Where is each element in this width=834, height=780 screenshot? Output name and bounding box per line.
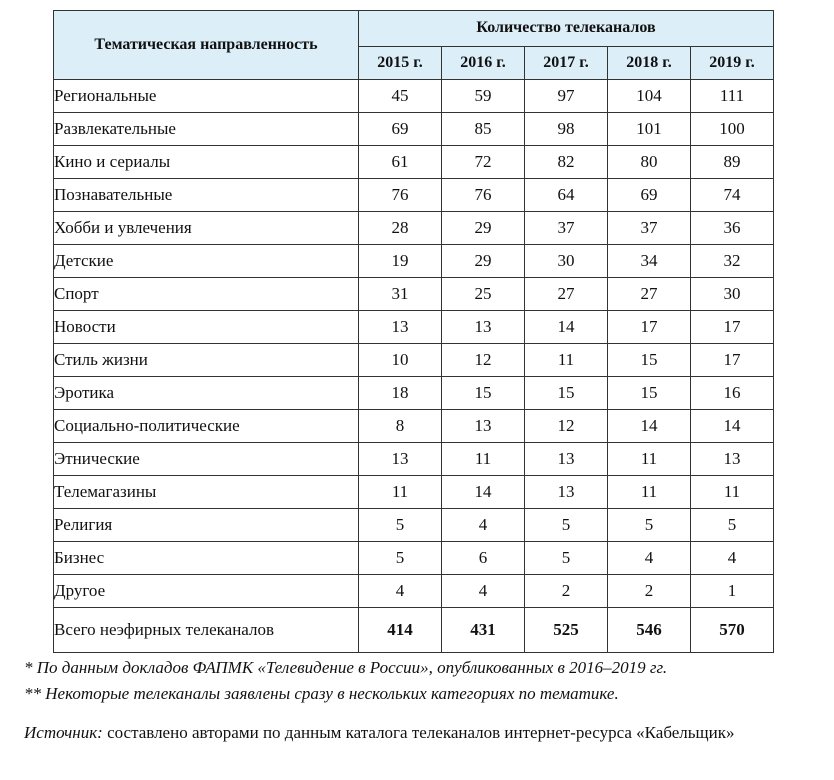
channel-count-cell: 16 — [691, 377, 774, 410]
channel-count-cell: 13 — [442, 311, 525, 344]
table-row — [54, 113, 774, 146]
channel-count-cell: 525 — [525, 608, 608, 653]
category-name: Другое — [54, 575, 359, 608]
table-row — [54, 212, 774, 245]
channel-count-cell: 27 — [608, 278, 691, 311]
channel-count-cell: 32 — [691, 245, 774, 278]
year-header: 2015 г. — [359, 46, 442, 80]
year-header: 2019 г. — [691, 46, 774, 80]
category-name: Хобби и увлечения — [54, 212, 359, 245]
footnote-2: ** Некоторые телеканалы заявлены сразу в нескольких категориях по тематике. — [24, 684, 619, 703]
table-row — [54, 476, 774, 509]
channel-count-cell: 76 — [442, 179, 525, 212]
category-name: Телемагазины — [54, 476, 359, 509]
category-name: Эротика — [54, 377, 359, 410]
table-row — [54, 344, 774, 377]
channel-count-cell: 17 — [608, 311, 691, 344]
channel-count-cell: 2 — [525, 575, 608, 608]
category-name: Региональные — [54, 80, 359, 113]
channel-count-cell: 25 — [442, 278, 525, 311]
channel-count-cell: 72 — [442, 146, 525, 179]
channel-count-cell: 13 — [691, 443, 774, 476]
channel-count-cell: 14 — [608, 410, 691, 443]
channel-count-cell: 18 — [359, 377, 442, 410]
channel-count-cell: 5 — [525, 509, 608, 542]
channel-count-cell: 29 — [442, 245, 525, 278]
channel-count-cell: 31 — [359, 278, 442, 311]
channel-count-cell: 30 — [525, 245, 608, 278]
channel-count-cell: 15 — [608, 344, 691, 377]
year-header: 2017 г. — [525, 46, 608, 80]
category-name: Всего неэфирных телеканалов — [54, 608, 359, 653]
channel-count-cell: 13 — [442, 410, 525, 443]
channel-count-cell: 111 — [691, 80, 774, 113]
table-row — [54, 542, 774, 575]
table-row — [54, 80, 774, 113]
channel-count-cell: 4 — [608, 542, 691, 575]
channel-count-cell: 76 — [359, 179, 442, 212]
channel-count-cell: 11 — [359, 476, 442, 509]
category-column-header: Тематическая направленность — [54, 11, 359, 80]
category-name: Спорт — [54, 278, 359, 311]
category-name: Стиль жизни — [54, 344, 359, 377]
source-label: Источник: — [24, 723, 103, 742]
channel-count-cell: 11 — [442, 443, 525, 476]
channel-count-cell: 11 — [691, 476, 774, 509]
category-name: Этнические — [54, 443, 359, 476]
table-row — [54, 245, 774, 278]
channel-count-cell: 4 — [442, 575, 525, 608]
channel-count-cell: 11 — [608, 443, 691, 476]
channel-count-cell: 5 — [525, 542, 608, 575]
category-name: Развлекательные — [54, 113, 359, 146]
channel-count-cell: 100 — [691, 113, 774, 146]
channel-count-cell: 104 — [608, 80, 691, 113]
channel-count-cell: 74 — [691, 179, 774, 212]
channel-count-cell: 69 — [608, 179, 691, 212]
channel-count-cell: 1 — [691, 575, 774, 608]
channel-count-cell: 5 — [691, 509, 774, 542]
channel-count-cell: 13 — [525, 443, 608, 476]
channel-count-cell: 30 — [691, 278, 774, 311]
table-row — [54, 509, 774, 542]
channel-count-cell: 101 — [608, 113, 691, 146]
channel-count-cell: 17 — [691, 344, 774, 377]
channel-count-cell: 15 — [608, 377, 691, 410]
table-row — [54, 146, 774, 179]
table-body — [54, 80, 774, 653]
channel-count-cell: 10 — [359, 344, 442, 377]
channel-count-cell: 414 — [359, 608, 442, 653]
channel-count-cell: 64 — [525, 179, 608, 212]
channel-count-cell: 5 — [608, 509, 691, 542]
channel-count-cell: 6 — [442, 542, 525, 575]
channel-count-cell: 85 — [442, 113, 525, 146]
source-note — [24, 720, 804, 746]
table-row — [54, 278, 774, 311]
footnotes — [24, 655, 814, 707]
channel-count-cell: 546 — [608, 608, 691, 653]
category-name: Социально-политические — [54, 410, 359, 443]
table-row — [54, 179, 774, 212]
channel-count-cell: 13 — [525, 476, 608, 509]
channel-count-cell: 27 — [525, 278, 608, 311]
channel-count-cell: 8 — [359, 410, 442, 443]
channel-count-cell: 2 — [608, 575, 691, 608]
category-name: Познавательные — [54, 179, 359, 212]
year-header: 2016 г. — [442, 46, 525, 80]
category-name: Бизнес — [54, 542, 359, 575]
category-name: Детские — [54, 245, 359, 278]
total-row — [54, 608, 774, 653]
channel-count-cell: 5 — [359, 509, 442, 542]
channel-count-cell: 14 — [442, 476, 525, 509]
channel-count-cell: 34 — [608, 245, 691, 278]
channel-count-cell: 36 — [691, 212, 774, 245]
table-row — [54, 311, 774, 344]
channel-count-cell: 4 — [442, 509, 525, 542]
footnote-1: * По данным докладов ФАПМК «Телевидение в России», опубликованных в 2016–2019 гг. — [24, 658, 668, 677]
channel-count-cell: 5 — [359, 542, 442, 575]
channel-count-cell: 570 — [691, 608, 774, 653]
channel-count-cell: 97 — [525, 80, 608, 113]
channel-count-cell: 431 — [442, 608, 525, 653]
channel-count-cell: 14 — [525, 311, 608, 344]
channel-count-cell: 98 — [525, 113, 608, 146]
channel-count-cell: 37 — [608, 212, 691, 245]
channel-count-cell: 12 — [442, 344, 525, 377]
tv-channels-table — [53, 10, 774, 653]
category-name: Кино и сериалы — [54, 146, 359, 179]
channel-count-cell: 80 — [608, 146, 691, 179]
table-row — [54, 575, 774, 608]
channel-count-cell: 82 — [525, 146, 608, 179]
channel-count-cell: 59 — [442, 80, 525, 113]
channel-count-cell: 89 — [691, 146, 774, 179]
category-name: Религия — [54, 509, 359, 542]
channel-count-cell: 13 — [359, 443, 442, 476]
channel-count-cell: 15 — [442, 377, 525, 410]
channel-count-cell: 29 — [442, 212, 525, 245]
channel-count-cell: 45 — [359, 80, 442, 113]
table-row — [54, 410, 774, 443]
channel-count-cell: 11 — [525, 344, 608, 377]
channel-count-cell: 13 — [359, 311, 442, 344]
category-name: Новости — [54, 311, 359, 344]
channel-count-cell: 15 — [525, 377, 608, 410]
channel-count-cell: 61 — [359, 146, 442, 179]
channel-count-cell: 37 — [525, 212, 608, 245]
channel-count-header: Количество телеканалов — [359, 11, 774, 47]
table-row — [54, 443, 774, 476]
channel-count-cell: 11 — [608, 476, 691, 509]
channel-count-cell: 19 — [359, 245, 442, 278]
channel-count-cell: 17 — [691, 311, 774, 344]
table-row — [54, 377, 774, 410]
channel-count-cell: 28 — [359, 212, 442, 245]
channel-count-cell: 14 — [691, 410, 774, 443]
channel-count-cell: 4 — [691, 542, 774, 575]
channel-count-cell: 4 — [359, 575, 442, 608]
source-text: составлено авторами по данным каталога телеканалов интернет-ресурса «Кабельщик» — [102, 723, 735, 742]
year-header: 2018 г. — [608, 46, 691, 80]
channel-count-cell: 12 — [525, 410, 608, 443]
channel-count-cell: 69 — [359, 113, 442, 146]
